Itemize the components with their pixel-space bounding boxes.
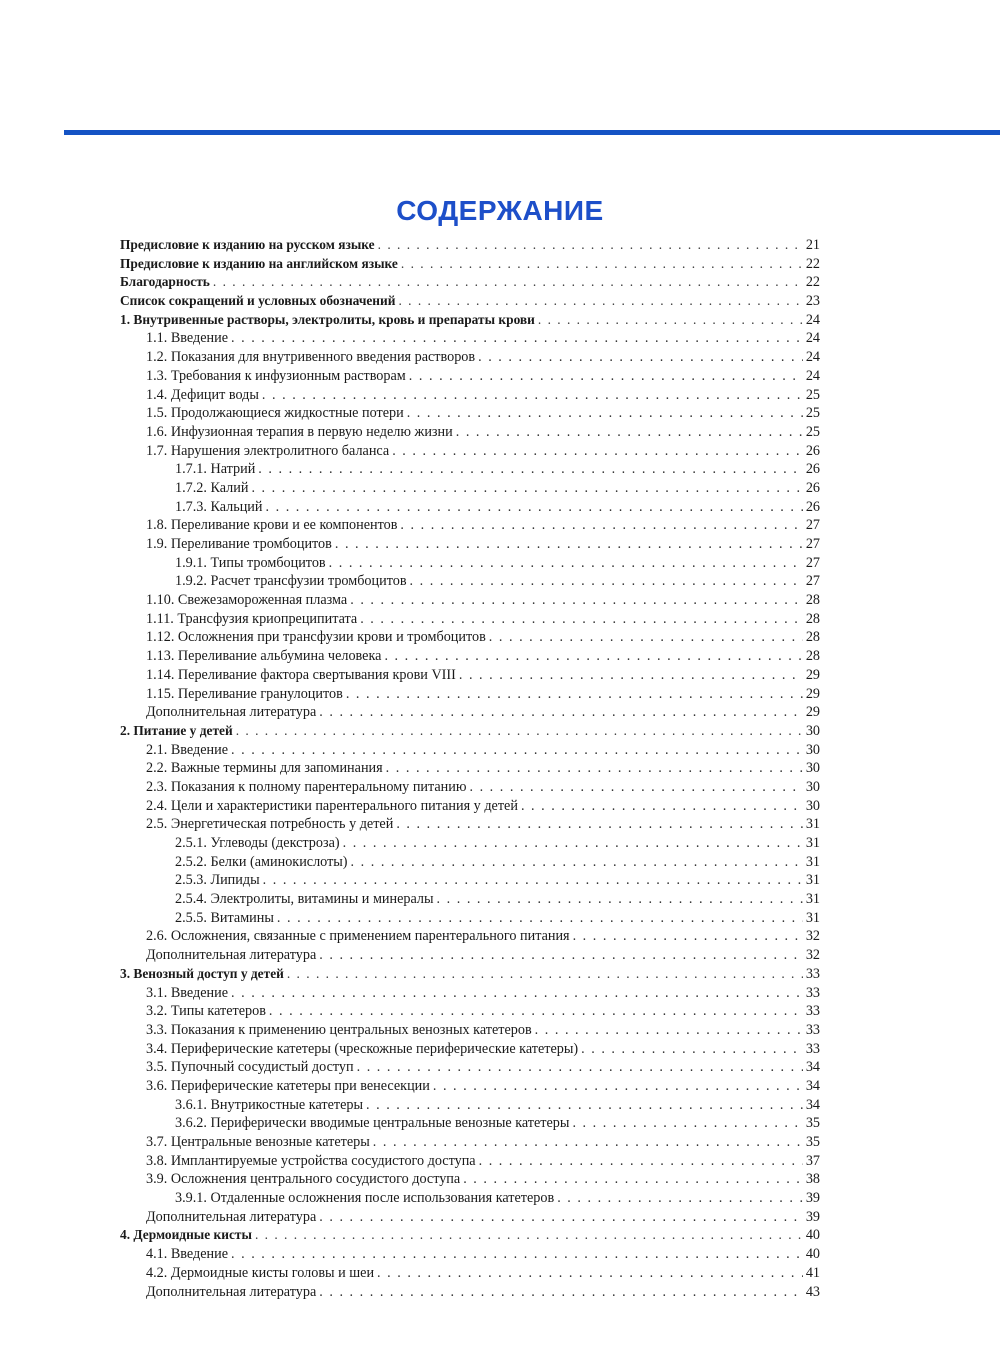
dot-leader [346, 685, 803, 704]
toc-entry-page-number: 31 [805, 872, 820, 889]
dot-leader [410, 572, 803, 591]
toc-entry [120, 797, 820, 816]
toc-entry [120, 927, 820, 946]
toc-entry-title: 2.5.1. Углеводы (декстроза) [175, 835, 340, 851]
toc-entry [120, 984, 820, 1003]
toc-entry-page-number: 22 [805, 274, 820, 291]
toc-entry [120, 834, 820, 853]
toc-entry-page-number: 21 [805, 237, 820, 253]
toc-entry-title: Дополнительная литература [146, 704, 317, 721]
toc-entry [120, 871, 820, 890]
toc-entry-title: 3.6.2. Периферически вводимые центральные венозные катетеры [175, 1115, 570, 1132]
toc-entry-page-number: 26 [805, 479, 820, 496]
toc-entry-title: 1.7. Нарушения электролитного баланса [146, 442, 390, 459]
toc-entry-page-number: 34 [805, 1059, 820, 1076]
toc-entry-page-number: 22 [805, 255, 820, 272]
dot-leader [343, 834, 803, 853]
dot-leader [459, 666, 803, 685]
toc-entry-title: 2.5.2. Белки (аминокислоты) [175, 853, 348, 870]
dot-leader [538, 311, 803, 330]
toc-entry [120, 1114, 820, 1133]
toc-entry [120, 853, 820, 872]
toc-entry-title: 3.9. Осложнения центрального сосудистого доступа [146, 1171, 461, 1188]
toc-entry-page-number: 39 [805, 1208, 820, 1225]
dot-leader [263, 871, 803, 890]
toc-entry-title: 1.15. Переливание гранулоцитов [146, 685, 343, 702]
toc-entry [120, 273, 820, 292]
toc-entry-title: 1.10. Свежезамороженная плазма [146, 592, 348, 609]
toc-entry [120, 722, 820, 741]
dot-leader [319, 1283, 803, 1302]
toc-entry-title: 2.2. Важные термины для запоминания [146, 760, 383, 777]
toc-entry-page-number: 33 [805, 1021, 820, 1038]
dot-leader [335, 535, 803, 554]
toc-entry-page-number: 25 [805, 386, 820, 403]
toc-entry-title: 2.1. Введение [146, 741, 229, 758]
toc-entry-title: 1.13. Переливание альбумина человека [146, 648, 382, 665]
toc-entry-page-number: 33 [805, 1003, 820, 1020]
dot-leader [231, 984, 803, 1003]
toc-entry-title: Предисловие к изданию на английском языке [120, 255, 398, 271]
toc-entry-page-number: 33 [805, 965, 820, 982]
toc-entry-title: Дополнительная литература [146, 1283, 317, 1300]
toc-entry [120, 946, 820, 965]
toc-entry-title: 1.9.2. Расчет трансфузии тромбоцитов [175, 573, 407, 590]
toc-entry-title: 2.3. Показания к полному парентеральному питанию [146, 778, 467, 795]
toc-entry-page-number: 31 [805, 816, 820, 833]
toc-entry-title: Дополнительная литература [146, 947, 317, 964]
dot-leader [463, 1170, 803, 1189]
toc-entry [120, 479, 820, 498]
toc-entry [120, 1245, 820, 1264]
toc-entry [120, 1040, 820, 1059]
toc-entry-title: 3.1. Введение [146, 984, 229, 1001]
dot-leader [392, 442, 803, 461]
toc-entry-title: 1.9.1. Типы тромбоцитов [175, 554, 326, 571]
toc-entry [120, 965, 820, 984]
toc-entry-page-number: 35 [805, 1134, 820, 1150]
dot-leader [319, 703, 803, 722]
dot-leader [329, 554, 803, 573]
toc-entry-page-number: 32 [805, 928, 820, 945]
toc-entry-page-number: 24 [805, 367, 820, 384]
toc-entry-page-number: 24 [805, 349, 820, 366]
toc-entry [120, 1226, 820, 1245]
toc-entry-page-number: 28 [805, 610, 820, 627]
dot-leader [262, 386, 803, 405]
table-of-contents [120, 236, 820, 1301]
toc-entry-title: 2.4. Цели и характеристики парентерального питания у детей [146, 797, 518, 814]
dot-leader [255, 1226, 803, 1245]
toc-entry-title: 3. Венозный доступ у детей [120, 965, 284, 981]
toc-entry-title: 3.8. Имплантируемые устройства сосудистого доступа [146, 1152, 476, 1169]
toc-entry-title: 1. Внутривенные растворы, электролиты, кровь и препараты крови [120, 311, 535, 327]
toc-entry-title: 3.5. Пупочный сосудистый доступ [146, 1059, 354, 1076]
toc-entry-page-number: 30 [805, 741, 820, 758]
dot-leader [521, 797, 803, 816]
dot-leader [287, 965, 803, 984]
toc-entry-page-number: 23 [805, 293, 820, 310]
toc-entry [120, 1170, 820, 1189]
toc-entry-page-number: 43 [805, 1283, 820, 1300]
toc-entry [120, 255, 820, 274]
dot-leader [366, 1096, 803, 1115]
toc-entry-page-number: 38 [805, 1171, 820, 1188]
toc-entry-page-number: 24 [805, 330, 820, 347]
toc-entry-page-number: 41 [805, 1264, 820, 1281]
toc-entry-page-number: 26 [805, 461, 820, 478]
toc-entry [120, 815, 820, 834]
header-rule [64, 130, 1000, 135]
toc-entry [120, 890, 820, 909]
dot-leader [456, 423, 803, 442]
dot-leader [236, 722, 803, 741]
toc-entry [120, 1152, 820, 1171]
toc-entry-page-number: 25 [805, 423, 820, 440]
toc-entry-title: 2.5. Энергетическая потребность у детей [146, 816, 394, 833]
toc-entry [120, 778, 820, 797]
toc-entry-title: 4.1. Введение [146, 1246, 229, 1263]
toc-entry [120, 348, 820, 367]
toc-entry-page-number: 35 [805, 1115, 820, 1132]
dot-leader [357, 1058, 803, 1077]
toc-entry-title: 2. Питание у детей [120, 722, 233, 738]
toc-entry-title: 1.7.3. Кальций [175, 498, 263, 515]
dot-leader [231, 741, 803, 760]
dot-leader [319, 1208, 803, 1227]
toc-entry [120, 516, 820, 535]
toc-entry [120, 1002, 820, 1021]
toc-entry-title: 1.6. Инфузионная терапия в первую неделю жизни [146, 423, 453, 440]
toc-entry-page-number: 26 [805, 498, 820, 515]
toc-entry [120, 367, 820, 386]
dot-leader [251, 479, 802, 498]
toc-entry [120, 404, 820, 423]
toc-entry [120, 647, 820, 666]
toc-entry-title: 3.6.1. Внутрикостные катетеры [175, 1096, 363, 1113]
dot-leader [401, 255, 803, 274]
toc-entry [120, 1058, 820, 1077]
toc-entry-page-number: 27 [805, 517, 820, 534]
toc-entry-title: 1.7.2. Калий [175, 479, 249, 496]
toc-entry [120, 442, 820, 461]
toc-entry-title: 4.2. Дермоидные кисты головы и шеи [146, 1264, 375, 1281]
toc-entry-page-number: 28 [805, 648, 820, 665]
toc-entry-page-number: 29 [805, 666, 820, 683]
toc-entry [120, 1264, 820, 1283]
dot-leader [478, 348, 803, 367]
toc-entry [120, 292, 820, 311]
toc-entry-page-number: 34 [805, 1096, 820, 1113]
dot-leader [581, 1040, 803, 1059]
dot-leader [433, 1077, 803, 1096]
dot-leader [360, 610, 803, 629]
dot-leader [384, 647, 802, 666]
dot-leader [535, 1021, 803, 1040]
toc-entry-title: Предисловие к изданию на русском языке [120, 237, 375, 252]
dot-leader [258, 460, 803, 479]
toc-entry [120, 703, 820, 722]
toc-entry [120, 572, 820, 591]
toc-entry-title: 1.14. Переливание фактора свертывания крови VIII [146, 666, 456, 683]
toc-entry-page-number: 28 [805, 629, 820, 646]
toc-entry-page-number: 31 [805, 835, 820, 851]
page-title: СОДЕРЖАНИЕ [396, 194, 604, 226]
dot-leader [573, 927, 803, 946]
dot-leader [407, 404, 803, 423]
dot-leader [213, 273, 803, 292]
toc-entry-page-number: 33 [805, 984, 820, 1001]
toc-entry [120, 685, 820, 704]
toc-entry-page-number: 37 [805, 1152, 820, 1169]
toc-entry-page-number: 31 [805, 891, 820, 908]
toc-entry [120, 610, 820, 629]
toc-entry-title: Список сокращений и условных обозначений [120, 293, 396, 309]
toc-entry-page-number: 27 [805, 573, 820, 590]
toc-entry-title: 2.5.4. Электролиты, витамины и минералы [175, 891, 434, 908]
toc-entry [120, 1096, 820, 1115]
dot-leader [557, 1189, 803, 1208]
toc-entry-page-number: 30 [805, 760, 820, 777]
toc-entry-page-number: 27 [805, 554, 820, 571]
dot-leader [319, 946, 803, 965]
dot-leader [396, 815, 803, 834]
dot-leader [351, 853, 803, 872]
toc-entry-title: 1.12. Осложнения при трансфузии крови и тромбоцитов [146, 629, 486, 646]
toc-entry [120, 1077, 820, 1096]
toc-entry-page-number: 30 [805, 722, 820, 739]
toc-entry-title: 4. Дермоидные кисты [120, 1227, 252, 1243]
toc-entry-title: 1.9. Переливание тромбоцитов [146, 536, 332, 552]
toc-entry [120, 1208, 820, 1227]
dot-leader [266, 498, 803, 517]
dot-leader [400, 516, 802, 535]
toc-entry-page-number: 29 [805, 704, 820, 721]
toc-entry [120, 628, 820, 647]
toc-entry-title: Дополнительная литература [146, 1208, 317, 1225]
dot-leader [489, 628, 803, 647]
toc-entry [120, 1133, 820, 1152]
toc-entry-title: 1.8. Переливание крови и ее компонентов [146, 517, 398, 534]
toc-entry-page-number: 30 [805, 778, 820, 795]
toc-entry [120, 554, 820, 573]
toc-entry-page-number: 29 [805, 685, 820, 702]
toc-entry [120, 460, 820, 479]
toc-entry-title: 3.7. Центральные венозные катетеры [146, 1134, 370, 1150]
toc-entry-page-number: 40 [805, 1227, 820, 1244]
toc-entry-title: 1.7.1. Натрий [175, 461, 256, 478]
dot-leader [469, 778, 802, 797]
toc-entry [120, 329, 820, 348]
dot-leader [373, 1133, 803, 1152]
toc-entry-title: 1.5. Продолжающиеся жидкостные потери [146, 405, 404, 422]
toc-entry [120, 498, 820, 517]
toc-entry-page-number: 31 [805, 909, 820, 926]
dot-leader [409, 367, 803, 386]
toc-entry-title: 3.9.1. Отдаленные осложнения после использования катетеров [175, 1190, 555, 1207]
toc-entry-title: Благодарность [120, 274, 210, 290]
toc-entry-page-number: 28 [805, 592, 820, 609]
dot-leader [231, 329, 803, 348]
toc-entry-title: 2.5.5. Витамины [175, 909, 274, 926]
dot-leader [572, 1114, 802, 1133]
dot-leader [231, 1245, 803, 1264]
toc-entry [120, 423, 820, 442]
toc-entry-title: 3.4. Периферические катетеры (чрескожные периферические катетеры) [146, 1040, 579, 1057]
toc-entry-title: 3.2. Типы катетеров [146, 1003, 266, 1020]
toc-entry-title: 3.6. Периферические катетеры при венесекции [146, 1077, 430, 1094]
dot-leader [479, 1152, 803, 1171]
toc-entry [120, 236, 820, 255]
toc-entry-page-number: 26 [805, 442, 820, 459]
toc-entry-page-number: 33 [805, 1040, 820, 1057]
toc-entry-page-number: 25 [805, 405, 820, 422]
toc-entry [120, 311, 820, 330]
toc-entry [120, 909, 820, 928]
toc-entry-title: 1.1. Введение [146, 330, 229, 347]
toc-entry-title: 1.2. Показания для внутривенного введения растворов [146, 349, 476, 366]
toc-entry-title: 2.5.3. Липиды [175, 872, 260, 889]
toc-entry-title: 1.11. Трансфузия криопреципитата [146, 610, 358, 627]
toc-entry-page-number: 34 [805, 1077, 820, 1094]
toc-entry [120, 1283, 820, 1302]
toc-entry [120, 759, 820, 778]
dot-leader [350, 591, 803, 610]
dot-leader [437, 890, 803, 909]
toc-entry-page-number: 30 [805, 797, 820, 814]
toc-entry-title: 1.4. Дефицит воды [146, 386, 259, 403]
toc-entry-page-number: 40 [805, 1246, 820, 1263]
toc-entry-page-number: 39 [805, 1190, 820, 1207]
dot-leader [377, 1264, 803, 1283]
dot-leader [398, 292, 802, 311]
dot-leader [277, 909, 803, 928]
toc-entry-title: 2.6. Осложнения, связанные с применением парентерального питания [146, 928, 570, 945]
toc-entry-page-number: 32 [805, 947, 820, 964]
toc-entry-page-number: 24 [805, 311, 820, 328]
dot-leader [269, 1002, 803, 1021]
toc-entry [120, 1021, 820, 1040]
toc-entry [120, 666, 820, 685]
toc-entry [120, 591, 820, 610]
dot-leader [378, 236, 803, 255]
toc-entry [120, 1189, 820, 1208]
toc-entry-title: 3.3. Показания к применению центральных венозных катетеров [146, 1021, 532, 1038]
toc-entry [120, 386, 820, 405]
toc-entry [120, 741, 820, 760]
toc-entry-page-number: 27 [805, 536, 820, 552]
toc-entry [120, 535, 820, 554]
dot-leader [386, 759, 803, 778]
toc-entry-page-number: 31 [805, 853, 820, 870]
toc-entry-title: 1.3. Требования к инфузионным растворам [146, 367, 406, 384]
